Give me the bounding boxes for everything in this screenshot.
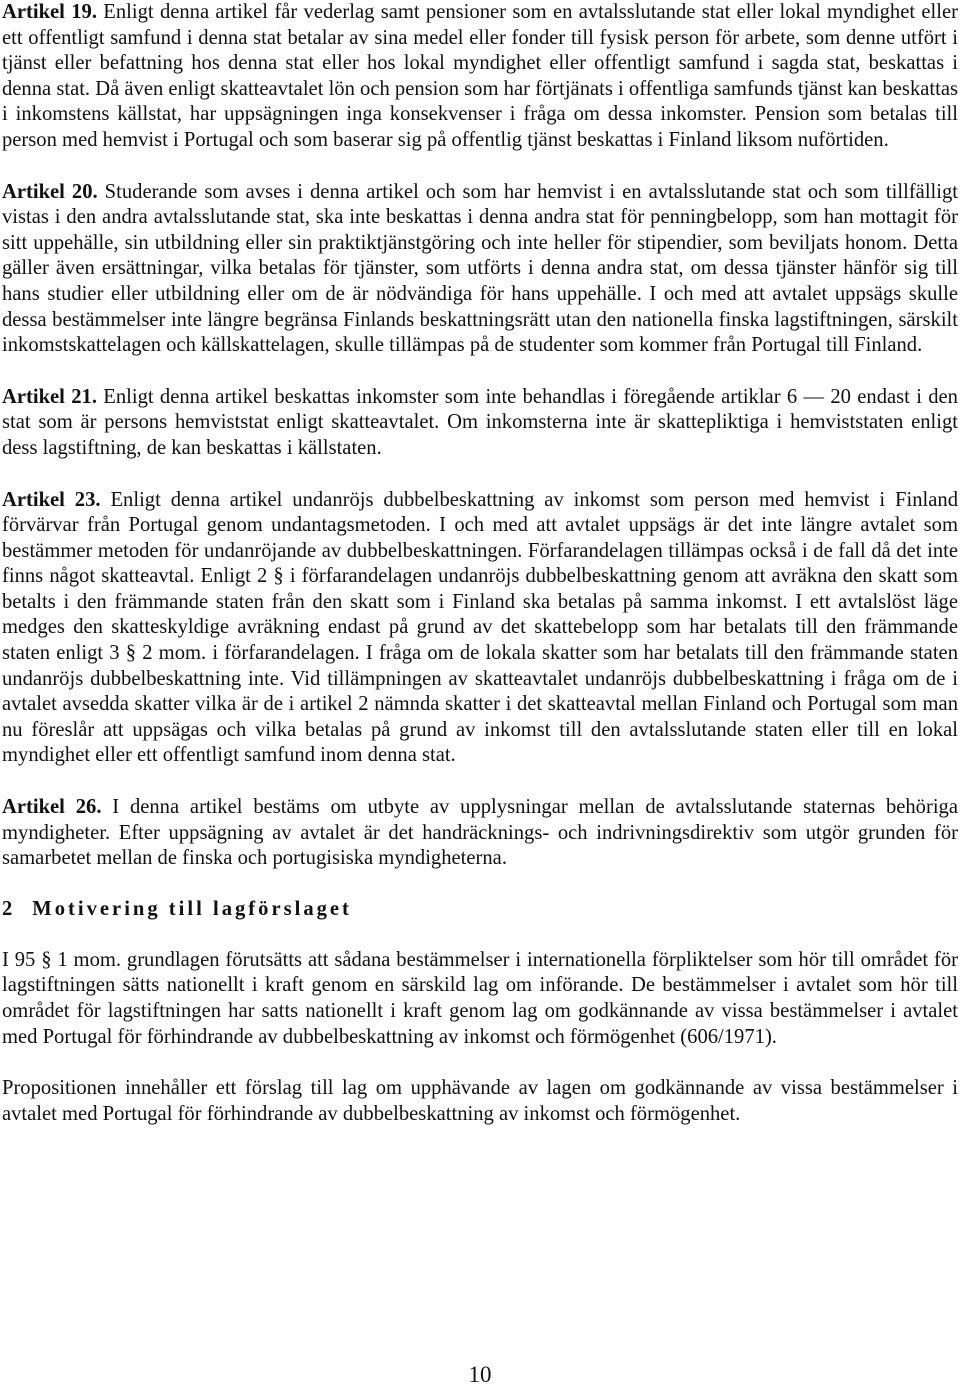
body-paragraph-propositionen: Propositionen innehåller ett förslag till lag om upphävande av lagen om godkännande av vissa bestämmelser i avtalet med Portugal för förhindrande av dubbelbeskattning av inkomst och förmögenhet. — [2, 1077, 958, 1125]
section-number: 2 — [2, 897, 13, 920]
section-title: Motivering till lagförslaget — [32, 897, 352, 920]
article-20-text: Studerande som avses i denna artikel och som har hemvist i en avtalsslutande stat och som tillfälligt vistas i den andra avtalsslutande stat, ska inte beskattas i denna andra stat för penningbelopp, som han mottagit för sitt uppehälle, sin utbildning eller sin praktiktjänstgöring och inte heller för stipendier, som beviljats honom. Detta gäller även ersättningar, vilka betalas för tjänster, som utförts i denna andra stat, om dessa tjänster hänför sig till hans studier eller utbildning eller om de är nödvändiga för hans uppehälle. I och med att avtalet uppsägs skulle dessa bestämmelser inte längre begränsa Finlands beskattningsrätt utan den nationella finska lagstiftningen, särskilt inkomstskattelagen och källskattelagen, skulle tillämpas på de studenter som kommer från Portugal till Finland. — [2, 180, 958, 357]
article-23-label: Artikel 23. — [2, 488, 101, 511]
body-paragraph-grundlagen: I 95 § 1 mom. grundlagen förutsätts att sådana bestämmelser i internationella förpliktelser som hör till området för lagstiftningen sätts nationellt i kraft genom en särskild lag om införande. De bestämmelser i avtalet som hör till området för lagstiftningen har satts nationellt i kraft genom lag om godkännande av vissa bestämmelser i avtalet med Portugal för förhindrande av dubbelbeskattning av inkomst och förmögenhet (606/1971). — [2, 948, 958, 1048]
article-21-label: Artikel 21. — [2, 385, 97, 408]
article-19-text: Enligt denna artikel får vederlag samt pensioner som en avtalsslutande stat eller lokal myndighet eller ett offentligt samfund i denna stat betalar av sina medel eller fonder till fysisk person för arbete, som denne utfört i tjänst eller befattning hos denna stat eller hos lokal myndighet eller offentligt samfund i sagda stat, beskattas i denna stat. Då även enligt skatteavtalet lön och pension som har förtjänats i offentliga samfunds tjänst kan beskattas i inkomstens källstat, har uppsägningen inga konsekvenser i fråga om dessa inkomster. Pension som betalas till person med hemvist i Portugal och som baserar sig på offentlig tjänst beskattas i Finland liksom nuförtiden. — [2, 1, 958, 151]
article-21-paragraph — [2, 385, 958, 462]
article-19-paragraph — [2, 0, 958, 154]
page-number: 10 — [468, 1362, 492, 1387]
section-heading — [2, 896, 958, 922]
article-19-label: Artikel 19. — [2, 1, 97, 23]
document-page — [2, 0, 958, 1127]
article-26-paragraph — [2, 795, 958, 872]
article-21-text: Enligt denna artikel beskattas inkomster som inte behandlas i föregående artiklar 6 — 20 endast i den stat som är persons hemviststat enligt skatteavtalet. Om inkomsterna inte är skattepliktiga i hemviststaten enligt dess lagstiftning, de kan beskattas i källstaten. — [2, 385, 958, 459]
article-26-label: Artikel 26. — [2, 796, 102, 819]
article-23-text: Enligt denna artikel undanröjs dubbelbeskattning av inkomst som person med hemvist i Finland förvärvar från Portugal genom undantagsmetoden. I och med att avtalet uppsägs är det inte längre avtalet som bestämmer metoden för undanröjande av dubbelbeskattningen. Förfarandelagen tillämpas också i de fall då det inte finns något skatteavtal. Enligt 2 § i förfarandelagen undanröjs dubbelbeskattning genom att avräkna den skatt som betalts i den främmande staten från den skatt som i Finland ska betalas på samma inkomst. I ett avtalslöst läge medges den skatteskyldige avräkning endast på grund av det skattebelopp som har betalats till den främmande staten enligt 3 § 2 mom. i förfarandelagen. I fråga om de lokala skatter som har betalats till den främmande staten undanröjs dubbelbeskattning inte. Vid tillämpningen av skatteavtalet undanröjs dubbelbeskattning i fråga om de i avtalet avsedda skatter vilka är de i artikel 2 nämnda skatter i det skatteavtal mellan Finland och Portugal som man nu föreslår att uppsägas och vilka betalas på grund av inkomst till den avtalsslutande staten eller till en lokal myndighet eller ett offentligt samfund inom denna stat. — [2, 488, 958, 767]
article-20-paragraph — [2, 180, 958, 359]
article-23-paragraph — [2, 488, 958, 770]
article-26-text: I denna artikel bestäms om utbyte av upplysningar mellan de avtalsslutande staternas behöriga myndigheter. Efter uppsägning av avtalet är det handräcknings- och indrivningsdirektiv som utgör grunden för samarbetet mellan de finska och portugisiska myndigheterna. — [2, 796, 958, 870]
article-20-label: Artikel 20. — [2, 180, 98, 203]
